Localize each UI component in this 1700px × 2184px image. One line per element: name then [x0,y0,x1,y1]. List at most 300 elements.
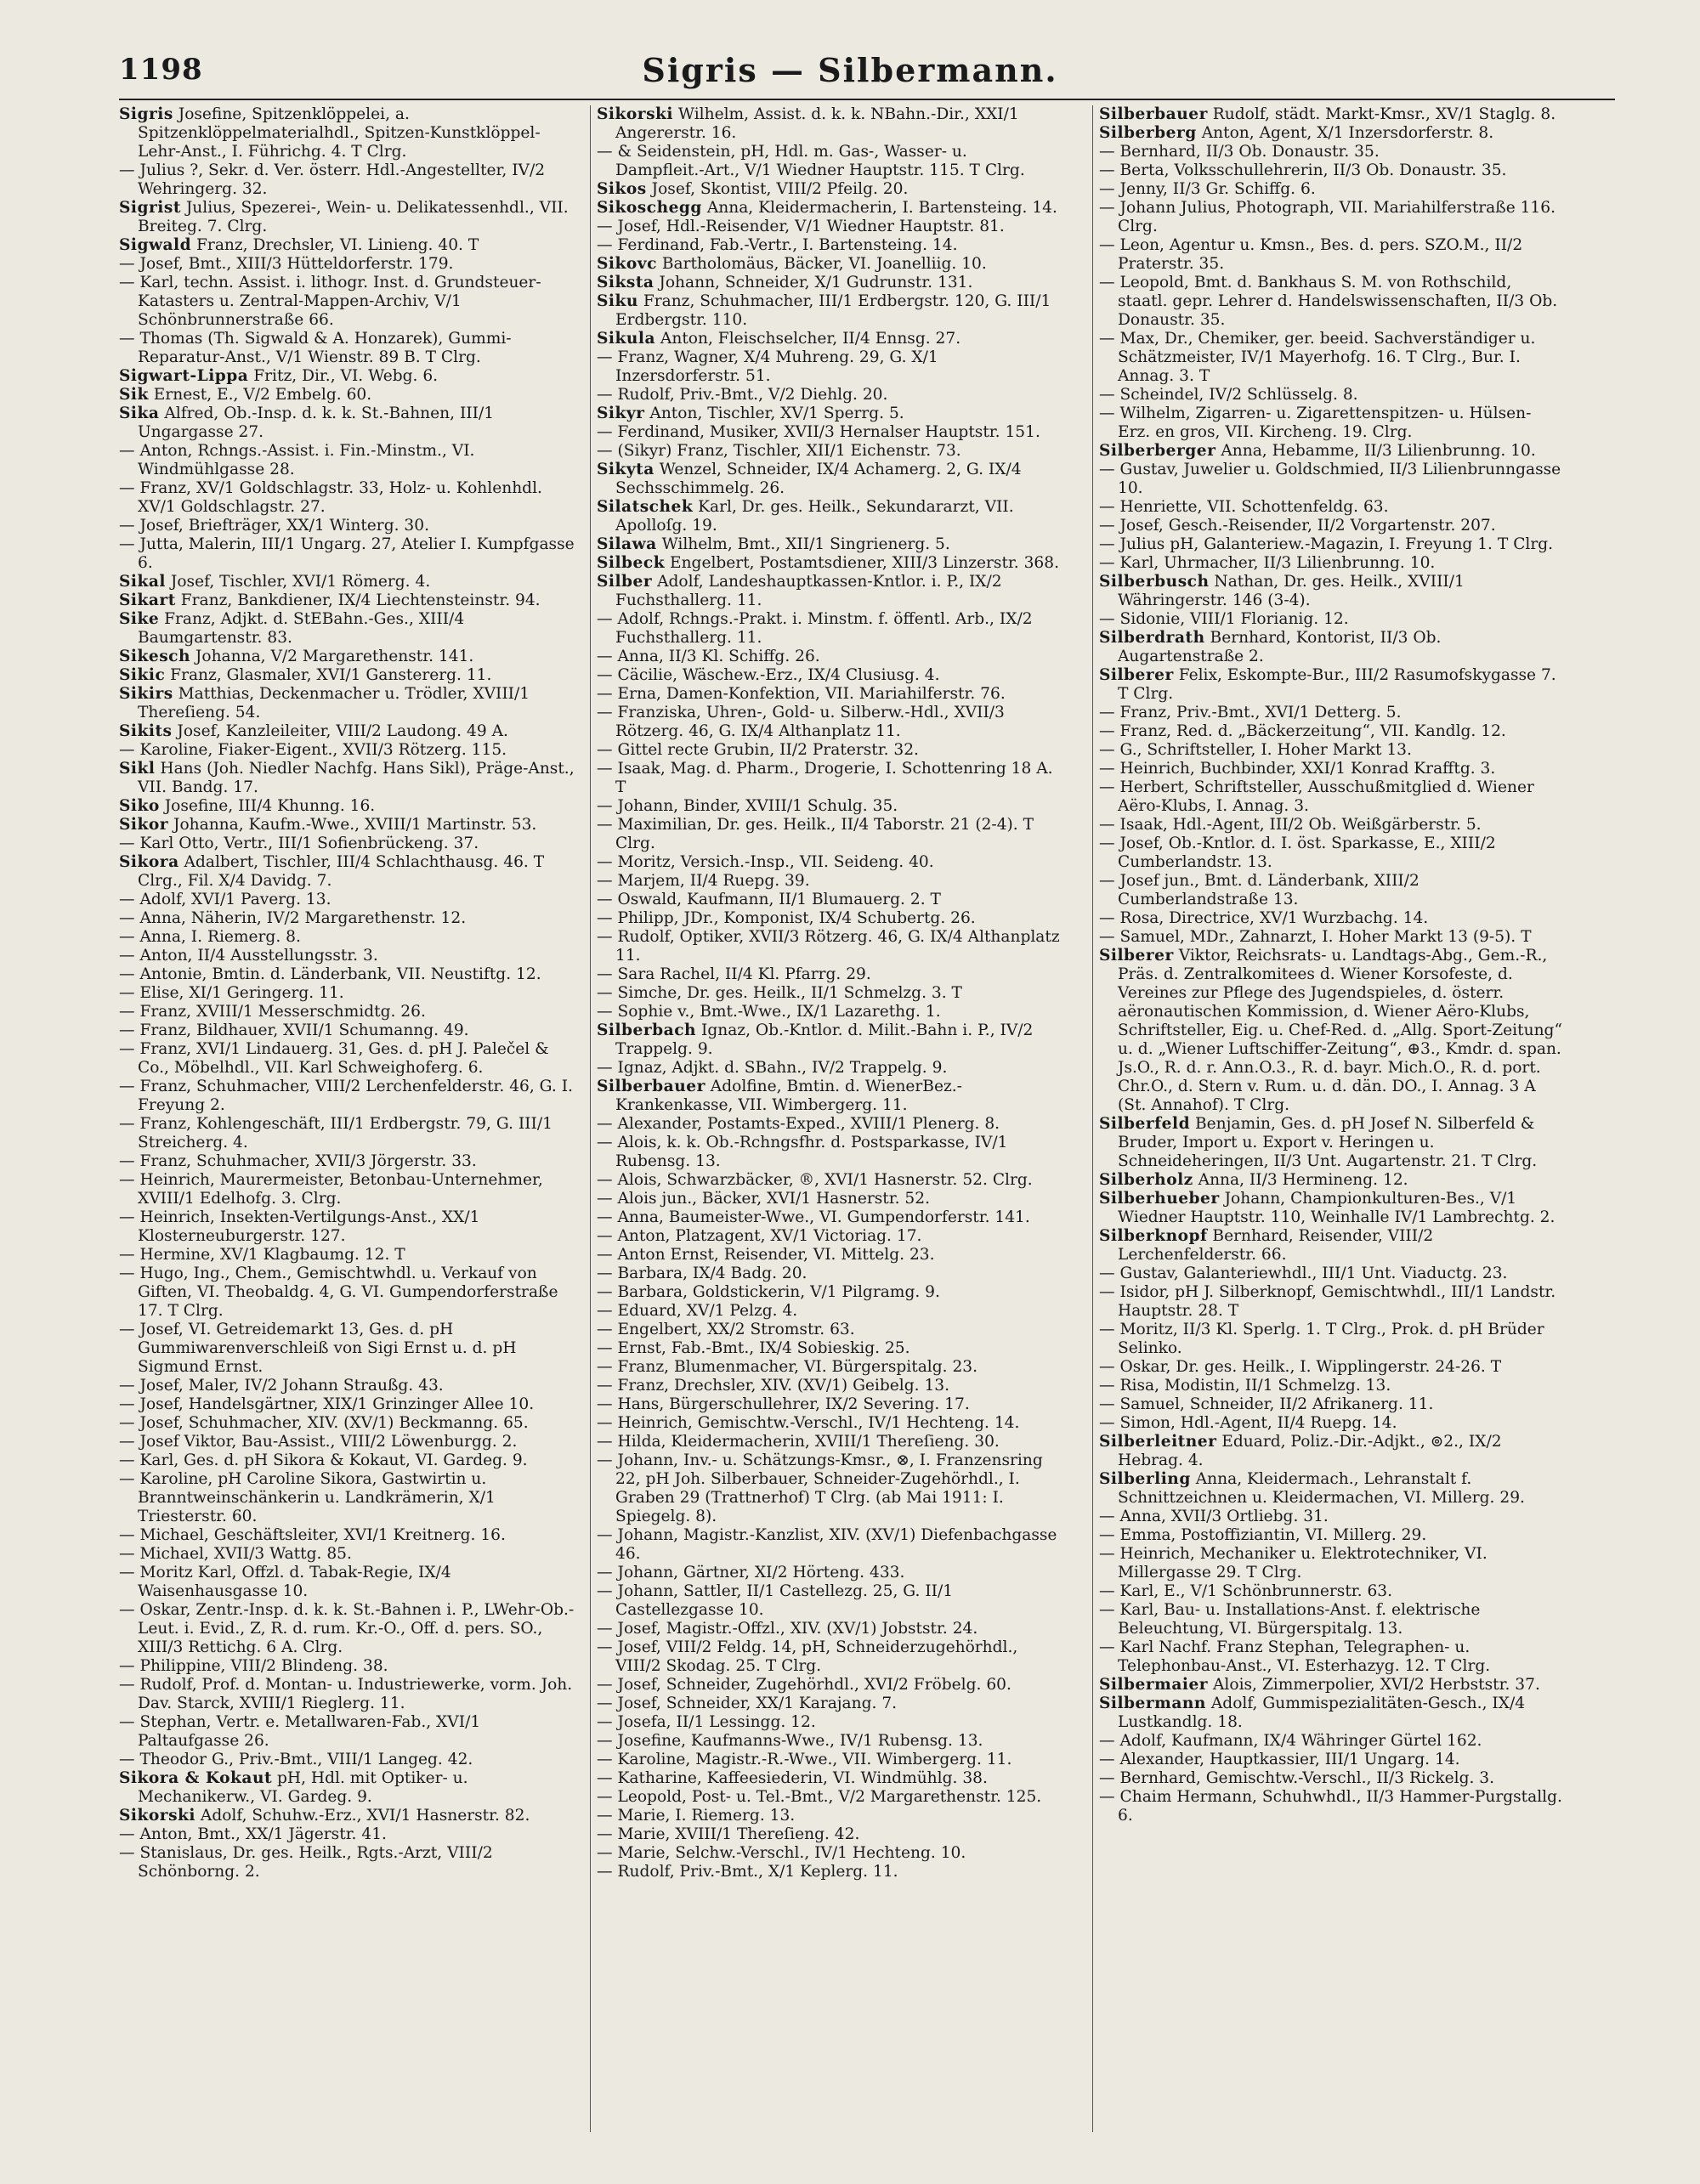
directory-entry [1099,760,1562,778]
entry-details: — Franz, XV/1 Goldschlagstr. 33, Holz- u. Kohlenhdl. XV/1 Goldschlagstr. 27. [119,479,542,516]
entry-details: Wilhelm, Assist. d. k. k. NBahn.-Dir., XXI/1 Angererstr. 16. [615,105,1019,142]
entry-details: Bernhard, Kontorist, II/3 Ob. Augartenstraße 2. [1118,629,1442,665]
directory-entry [1099,517,1562,535]
directory-entry [597,405,1060,423]
directory-entry [119,479,582,517]
entry-details: — Johann, Inv.- u. Schätzungs-Kmsr., ⊗, I. Franzensring 22, pH Joh. Silberbauer, Schneider-Zugehörhdl., I. Graben 29 (Trattnerhof) T Clrg. (ab Mai 1911: I. Spiegelg. 8). [597,1451,1043,1525]
entry-details: pH, Hdl. mit Optiker- u. Mechanikerw., VI. Gardeg. 9. [138,1769,468,1806]
entry-details: — Michael, XVII/3 Wattg. 85. [119,1545,352,1563]
entry-surname: Silberbach [597,1021,697,1039]
directory-entry [1099,928,1562,947]
directory-entry [597,1414,1060,1433]
directory-entry [597,891,1060,909]
entry-surname: Sigrist [119,199,181,217]
entry-details: — Johann, Sattler, II/1 Castellezg. 25, G. II/1 Castellezgasse 10. [597,1582,954,1619]
directory-entry [119,835,582,853]
directory-entry [597,741,1060,760]
directory-entry [1099,1377,1562,1395]
directory-entry [597,816,1060,853]
entry-details: Adolf, Schuhw.-Erz., XVI/1 Hasnerstr. 82. [196,1807,530,1825]
directory-entry [1099,947,1562,1115]
entry-details: — Karl Otto, Vertr., III/1 Sofienbrückeng. 37. [119,835,479,852]
entry-details: — Josef, Handelsgärtner, XIX/1 Grinzinger Allee 10. [119,1395,535,1413]
directory-entry [119,760,582,797]
entry-details: — Josef Viktor, Bau-Assist., VIII/2 Löwenburgg. 2. [119,1433,518,1451]
entry-details: — Hermine, XV/1 Klagbaumg. 12. T [119,1246,405,1264]
entry-details: — Gittel recte Grubin, II/2 Praterstr. 32. [597,741,919,759]
directory-entry [1099,161,1562,180]
entry-details: — Rosa, Directrice, XV/1 Wurzbachg. 14. [1099,909,1429,927]
directory-entry [597,461,1060,498]
directory-entry [597,610,1060,648]
entry-details: — Sidonie, VIII/1 Florianig. 12. [1099,610,1349,628]
entry-surname: Silawa [597,535,657,553]
directory-entry [1099,573,1562,610]
directory-entry [1099,1545,1562,1582]
entry-details: Alfred, Ob.-Insp. d. k. k. St.-Bahnen, III/1 Ungargasse 27. [138,405,495,441]
entry-details: — Johann Julius, Photograph, VII. Mariahilferstraße 116. Clrg. [1099,199,1556,235]
entry-surname: Silberberg [1099,124,1197,142]
directory-entry [1099,1283,1562,1321]
directory-entry [119,610,582,648]
directory-entry [1099,872,1562,909]
entry-details: — Sara Rachel, II/4 Kl. Pfarrg. 29. [597,965,871,983]
entry-details: — Franz, Kohlengeschäft, III/1 Erdbergstr. 79, G. III/1 Streicherg. 4. [119,1115,552,1151]
entry-details: Johanna, V/2 Margarethenstr. 141. [190,648,474,665]
directory-entry [1099,442,1562,461]
directory-entry [1099,1227,1562,1265]
entry-details: — Alois jun., Bäcker, XVI/1 Hasnerstr. 52. [597,1190,930,1208]
directory-entry [597,535,1060,554]
entry-details: — Karoline, Fiaker-Eigent., XVII/3 Rötzerg. 115. [119,741,507,759]
entry-details: — Philippine, VIII/2 Blindeng. 38. [119,1657,388,1675]
directory-entry [119,947,582,965]
entry-surname: Silberdrath [1099,629,1205,647]
entry-surname: Sikits [119,722,173,740]
entry-details: — Josef, Gesch.-Reisender, II/2 Vorgartenstr. 207. [1099,517,1496,535]
directory-entry [1099,1695,1562,1732]
directory-entry [119,1825,582,1844]
entry-details: — Moritz, Versich.-Insp., VII. Seideng. 40. [597,853,934,871]
directory-entry [1099,1769,1562,1788]
entry-surname: Silatschek [597,498,694,516]
entry-details: — Josef, VI. Getreidemarkt 13, Ges. d. pH Gummiwarenverschleiß von Sigi Ernst u. d. pH Sigmund Ernst. [119,1321,517,1376]
directory-entry [119,1751,582,1769]
directory-entry [597,1863,1060,1881]
entry-details: — Alexander, Hauptkassier, III/1 Ungarg. 14. [1099,1751,1460,1768]
entry-details: — Scheindel, IV/2 Schlüsselg. 8. [1099,386,1358,404]
entry-details: Hans (Joh. Niedler Nachfg. Hans Sikl), Präge-Anst., VII. Bandg. 17. [138,760,575,796]
column-3 [1099,105,1562,1825]
entry-details: Franz, Bankdiener, IX/4 Liechtensteinstr. 94. [175,591,541,609]
entry-details: Franz, Schuhmacher, III/1 Erdbergstr. 120, G. III/1 Erdbergstr. 110. [615,292,1051,329]
directory-entry [119,1021,582,1040]
entry-details: — Hilda, Kleidermacherin, XVIII/1 Thereſieng. 30. [597,1433,1000,1451]
entry-details: — Chaim Hermann, Schuhwhdl., II/3 Hammer-Purgstallg. 6. [1099,1788,1562,1825]
directory-entry [597,1003,1060,1021]
entry-details: — Marjem, II/4 Ruepg. 39. [597,872,810,890]
directory-entry [1099,461,1562,498]
directory-entry [119,1265,582,1321]
entry-details: — Isidor, pH J. Silberknopf, Gemischtwhdl., III/1 Landstr. Hauptstr. 28. T [1099,1283,1556,1320]
directory-entry [119,274,582,330]
directory-entry [1099,1358,1562,1377]
entry-details: — Franz, Priv.-Bmt., XVI/1 Detterg. 5. [1099,704,1402,721]
directory-entry [119,1321,582,1377]
entry-surname: Silbeck [597,554,666,572]
entry-surname: Siku [597,292,638,310]
directory-entry [119,741,582,760]
entry-surname: Sikart [119,591,176,609]
entry-details: — Josef, Ob.-Kntlor. d. I. öst. Sparkasse, E., XIII/2 Cumberlandstr. 13. [1099,835,1496,871]
entry-details: Bartholomäus, Bäcker, VI. Joanelliig. 10. [656,255,987,273]
entry-surname: Sikesch [119,648,191,665]
entry-surname: Sikl [119,760,156,778]
entry-details: — Thomas (Th. Sigwald & A. Honzarek), Gummi-Reparatur-Anst., V/1 Wienstr. 89 B. T Clrg. [119,330,512,366]
entry-details: Anton, Agent, X/1 Inzersdorferstr. 8. [1196,124,1494,142]
directory-entry [597,1283,1060,1302]
entry-surname: Silberling [1099,1470,1191,1488]
directory-entry [119,591,582,610]
entry-details: — Josef, Hdl.-Reisender, V/1 Wiedner Hauptstr. 81. [597,218,1005,235]
entry-details: — Leopold, Post- u. Tel.-Bmt., V/2 Margarethenstr. 125. [597,1788,1042,1806]
entry-surname: Silberleitner [1099,1433,1217,1451]
entry-details: — Johann, Magistr.-Kanzlist, XIV. (XV/1) Diefenbachgasse 46. [597,1526,1057,1563]
directory-entry [597,292,1060,330]
entry-details: Adolf, Landeshauptkassen-Kntlor. i. P., IX/2 Fuchsthallerg. 11. [615,573,1002,609]
entry-details: — Wilhelm, Zigarren- u. Zigarettenspitzen- u. Hülsen-Erz. en gros, VII. Kircheng. 19. Clrg. [1099,405,1532,441]
entry-details: Ignaz, Ob.-Kntlor. d. Milit.-Bahn i. P., IV/2 Trappelg. 9. [615,1021,1034,1058]
entry-details: Bernhard, Reisender, VIII/2 Lerchenfelderstr. 66. [1118,1227,1434,1264]
entry-details: — Josef jun., Bmt. d. Länderbank, XIII/2 Cumberlandstraße 13. [1099,872,1420,908]
entry-details: — Cäcilie, Wäschew.-Erz., IX/4 Clusiusg. 4. [597,666,940,684]
entry-details: — Ferdinand, Fab.-Vertr., I. Bartensteing. 14. [597,236,958,254]
directory-entry [1099,1190,1562,1227]
directory-entry [1099,835,1562,872]
directory-entry [597,1751,1060,1769]
entry-details: — Stanislaus, Dr. ges. Heilk., Rgts.-Arzt, VIII/2 Schönborng. 2. [119,1844,493,1881]
entry-details: Adolf, Gummispezialitäten-Gesch., IX/4 Lustkandlg. 18. [1118,1695,1526,1731]
entry-details: — Rudolf, Prof. d. Montan- u. Industriewerke, vorm. Joh. Dav. Starck, XVIII/1 Rieglerg. 11. [119,1676,573,1712]
entry-surname: Sikora & Kokaut [119,1769,273,1787]
directory-entry [597,1171,1060,1190]
entry-details: Eduard, Poliz.-Dir.-Adjkt., ⊚2., IX/2 Hebrag. 4. [1118,1433,1502,1469]
directory-entry [119,442,582,479]
directory-entry [119,1040,582,1078]
directory-entry [1099,180,1562,199]
entry-details: — Franz, Red. d. „Bäckerzeitung“, VII. Kandlg. 12. [1099,722,1506,740]
entry-details: — Marie, XVIII/1 Thereſieng. 42. [597,1825,860,1843]
directory-entry [597,423,1060,442]
entry-details: — Karl Nachf. Franz Stephan, Telegraphen- u. Telephonbau-Anst., VI. Esterhazyg. 12. T Clrg. [1099,1638,1491,1675]
entry-surname: Sikorski [119,1807,196,1825]
directory-entry [597,685,1060,704]
entry-surname: Sikorski [597,105,673,123]
entry-details: — Isaak, Mag. d. Pharm., Drogerie, I. Schottenring 18 A. T [597,760,1053,796]
entry-details: — Josef, Schneider, Zugehörhdl., XVI/2 Fröbelg. 60. [597,1676,1012,1694]
directory-entry [597,1208,1060,1227]
directory-entry [597,648,1060,666]
directory-entry [119,984,582,1003]
entry-details: — Henriette, VII. Schottenfeldg. 63. [1099,498,1389,516]
entry-details: Rudolf, städt. Markt-Kmsr., XV/1 Staglg. 8. [1207,105,1556,123]
directory-entry [597,1825,1060,1844]
directory-entry [1099,1788,1562,1825]
entry-surname: Siko [119,797,160,815]
entry-details: — Karoline, pH Caroline Sikora, Gastwirtin u. Branntweinschänkerin u. Landkrämerin, X/1 Triesterstr. 60. [119,1470,496,1525]
entry-details: — Leopold, Bmt. d. Bankhaus S. M. von Rothschild, staatl. gepr. Lehrer d. Handelswissenschaften, II/3 Ob. Donaustr. 35. [1099,274,1558,329]
entry-details: — Josefa, II/1 Lessingg. 12. [597,1713,816,1731]
directory-entry [1099,778,1562,816]
entry-details: — Isaak, Hdl.-Agent, III/2 Ob. Weißgärberstr. 5. [1099,816,1482,834]
directory-entry [597,1732,1060,1751]
entry-details: — Ignaz, Adjkt. d. SBahn., IV/2 Trappelg. 9. [597,1059,948,1077]
entry-surname: Silberknopf [1099,1227,1208,1245]
entry-details: Anna, Hebamme, II/3 Lilienbrunng. 10. [1216,442,1536,460]
entry-surname: Sikoschegg [597,199,702,217]
entry-details: Anna, II/3 Hermineng. 12. [1193,1171,1408,1189]
entry-details: — Elise, XI/1 Geringerg. 11. [119,984,344,1002]
directory-entry [597,1769,1060,1788]
entry-details: — Simche, Dr. ges. Heilk., II/1 Schmelzg. 3. T [597,984,962,1002]
entry-details: — Josefine, Kaufmanns-Wwe., IV/1 Rubensg. 13. [597,1732,983,1750]
directory-entry [1099,1638,1562,1676]
entry-details: — Anna, Baumeister-Wwe., VI. Gumpendorferstr. 141. [597,1208,1030,1226]
entry-surname: Silbermaier [1099,1676,1209,1694]
directory-entry [119,1564,582,1601]
directory-entry [119,199,582,236]
entry-details: — Ernst, Fab.-Bmt., IX/4 Sobieskig. 25. [597,1339,910,1357]
directory-entry [597,442,1060,461]
entry-surname: Silbermann [1099,1695,1206,1712]
directory-entry [119,1713,582,1751]
entry-details: — Franz, Drechsler, XIV. (XV/1) Geibelg. 13. [597,1377,950,1395]
entry-details: — Gustav, Galanteriewhdl., III/1 Unt. Viaductg. 23. [1099,1265,1508,1282]
directory-entry [597,143,1060,180]
directory-entry [597,1339,1060,1358]
entry-details: — Franz, XVI/1 Lindauerg. 31, Ges. d. pH J. Palečel & Co., Möbelhdl., VII. Karl Schweighoferg. 6. [119,1040,549,1077]
directory-entry [597,255,1060,274]
entry-surname: Sigris [119,105,173,123]
directory-entry [119,1601,582,1657]
directory-entry [119,161,582,199]
directory-entry [119,891,582,909]
entry-details: — Eduard, XV/1 Pelzg. 4. [597,1302,798,1320]
page-number: 1198 [119,53,203,87]
directory-entry [597,1638,1060,1676]
entry-details: — Josef, VIII/2 Feldg. 14, pH, Schneiderzugehörhdl., VIII/2 Skodag. 25. T Clrg. [597,1638,1018,1675]
directory-entry [597,872,1060,891]
entry-details: — Alexander, Postamts-Exped., XVIII/1 Plenerg. 8. [597,1115,1000,1133]
directory-entry [597,965,1060,984]
entry-surname: Silberbusch [1099,573,1210,591]
directory-entry [1099,1470,1562,1508]
directory-entry [597,554,1060,573]
entry-details: Viktor, Reichsrats- u. Landtags-Abg., Gem.-R., Präs. d. Zentralkomitees d. Wiener Korsofeste, d. Vereines zur Pflege des Jugendspieles, d. österr. aëronautischen Kommission, d. Wiener Aëro-Klubs, Schriftsteller, Eig. u. Chef-Red. d. „Allg. Sport-Zeitung“ u. d. „Wiener Luftschiffer-Zeitung“, ⊕3., Kmdr. d. span. Js.O., R. d. r. Ann.O.3., R. d. bayr. Mich.O., R. d. port. Chr.O., d. Stern v. Rum. u. d. dän. DO., I. Annag. 3 A (St. Annahof). T Clrg. [1118,947,1562,1114]
directory-entry [1099,199,1562,236]
entry-details: Josef, Kanzleileiter, VIII/2 Laudong. 49 A. [172,722,508,740]
directory-entry [1099,704,1562,722]
directory-entry [1099,1601,1562,1638]
entry-details: Franz, Drechsler, VI. Linieng. 40. T [191,236,479,254]
directory-entry [597,1302,1060,1321]
entry-details: Adolfine, Bmtin. d. WienerBez.-Krankenkasse, VII. Wimbergerg. 11. [615,1078,962,1114]
entry-surname: Sikyr [597,405,645,422]
directory-entry [597,1321,1060,1339]
directory-entry [119,1208,582,1246]
entry-details: Josef, Tischler, XVI/1 Römerg. 4. [166,573,431,591]
entry-surname: Silberfeld [1099,1115,1191,1133]
directory-entry [1099,629,1562,666]
entry-details: — Franz, XVIII/1 Messerschmidtg. 26. [119,1003,426,1021]
directory-entry [597,1620,1060,1638]
entry-details: — Leon, Agentur u. Kmsn., Bes. d. pers. SZO.M., II/2 Praterstr. 35. [1099,236,1523,273]
entry-surname: Silberbauer [1099,105,1208,123]
entry-details: — Sophie v., Bmt.-Wwe., IX/1 Lazarethg. 1. [597,1003,941,1021]
header-rule [119,99,1615,100]
directory-entry [597,1134,1060,1171]
entry-details: — Oswald, Kaufmann, II/1 Blumauerg. 2. T [597,891,941,908]
entry-details: — Moritz Karl, Offzl. d. Tabak-Regie, IX/4 Waisenhausgasse 10. [119,1564,451,1600]
entry-surname: Sik [119,386,149,404]
entry-details: — Samuel, MDr., Zahnarzt, I. Hoher Markt 13 (9-5). T [1099,928,1532,946]
directory-entry [119,928,582,947]
entry-details: — Engelbert, XX/2 Stromstr. 63. [597,1321,855,1338]
entry-details: Wilhelm, Bmt., XII/1 Singrienerg. 5. [656,535,950,553]
entry-details: — Karl, E., V/1 Schönbrunnerstr. 63. [1099,1582,1393,1600]
entry-surname: Sikovc [597,255,657,273]
directory-entry [597,180,1060,199]
directory-entry [597,330,1060,348]
directory-entry [597,1807,1060,1825]
directory-entry [597,1451,1060,1526]
entry-details: — Rudolf, Priv.-Bmt., X/1 Keplerg. 11. [597,1863,898,1881]
entry-details: — Marie, Selchw.-Verschl., IV/1 Hechteng. 10. [597,1844,966,1862]
directory-entry [597,1695,1060,1713]
directory-entry [597,1676,1060,1695]
entry-details: — Gustav, Juwelier u. Goldschmied, II/3 Lilienbrunngasse 10. [1099,461,1561,497]
entry-details: Josef, Skontist, VIII/2 Pfeilg. 20. [646,180,909,198]
entry-details: — Franz, Bildhauer, XVII/1 Schumanng. 49. [119,1021,469,1039]
directory-entry [597,1246,1060,1265]
directory-entry [597,1190,1060,1208]
directory-entry [119,1246,582,1265]
entry-details: — G., Schriftsteller, I. Hoher Markt 13. [1099,741,1412,759]
entry-details: — Adolf, XVI/1 Paverg. 13. [119,891,332,908]
entry-details: — Franz, Schuhmacher, XVII/3 Jörgerstr. 33. [119,1152,477,1170]
entry-details: — Erna, Damen-Konfektion, VII. Mariahilferstr. 76. [597,685,1006,703]
entry-details: — Karl, techn. Assist. i. lithogr. Inst. d. Grundsteuer-Katasters u. Zentral-Mappen-Archiv, V/1 Schönbrunnerstraße 66. [119,274,541,329]
directory-entry [1099,1115,1562,1171]
directory-entry [119,1526,582,1545]
entry-details: Adalbert, Tischler, III/4 Schlachthausg. 46. T Clrg., Fil. X/4 Davidg. 7. [138,853,545,890]
directory-entry [119,535,582,573]
entry-surname: Sikula [597,330,656,348]
directory-entry [119,517,582,535]
entry-details: Johann, Championkulturen-Bes., V/1 Wiedner Hauptstr. 110, Weinhalle IV/1 Lambrechtg. 2. [1118,1190,1556,1226]
entry-details: — Stephan, Vertr. e. Metallwaren-Fab., XVI/1 Paltaufgasse 26. [119,1713,481,1750]
directory-entry [1099,124,1562,143]
directory-entry [597,909,1060,928]
entry-details: Anna, Kleidermacherin, I. Bartensteing. 14. [701,199,1057,217]
directory-entry [597,1844,1060,1863]
entry-details: — Franz, Schuhmacher, VIII/2 Lerchenfelderstr. 46, G. I. Freyung 2. [119,1078,573,1114]
entry-details: Josefine, Spitzenklöppelei, a. Spitzenklöppelmaterialhdl., Spitzen-Kunstklöppel-Lehr-Anst., I. Führichg. 4. T Clrg. [138,105,541,161]
entry-details: — (Sikyr) Franz, Tischler, XII/1 Eichenstr. 73. [597,442,961,460]
directory-entry [119,1545,582,1564]
entry-details: Engelbert, Postamtsdiener, XIII/3 Linzerstr. 368. [665,554,1060,572]
directory-entry [119,685,582,722]
entry-details: — Josef, Magistr.-Offzl., XIV. (XV/1) Jobststr. 24. [597,1620,978,1638]
directory-entry [119,330,582,367]
directory-entry [597,1059,1060,1078]
entry-details: — Johann, Binder, XVIII/1 Schulg. 35. [597,797,898,815]
entry-details: Johanna, Kaufm.-Wwe., XVIII/1 Martinstr. 53. [168,816,537,834]
column-2 [597,105,1060,1881]
column-1 [119,105,582,1881]
directory-entry [1099,554,1562,573]
directory-entry [119,816,582,835]
entry-details: — Max, Dr., Chemiker, ger. beeid. Sachverständiger u. Schätzmeister, IV/1 Mayerhofg. 16. T Clrg., Bur. I. Annag. 3. T [1099,330,1536,385]
entry-details: — Emma, Postoffiziantin, VI. Millerg. 29. [1099,1526,1427,1544]
directory-entry [1099,1732,1562,1751]
directory-entry [597,199,1060,218]
directory-entry [1099,1321,1562,1358]
directory-entry [119,573,582,591]
entry-details: Johann, Schneider, X/1 Gudrunstr. 131. [654,274,973,291]
entry-details: — & Seidenstein, pH, Hdl. m. Gas-, Wasser- u. Dampfleit.-Art., V/1 Wiedner Hauptstr. 115. T Clrg. [597,143,1025,179]
directory-entry [597,1358,1060,1377]
entry-surname: Sikos [597,180,647,198]
directory-entry [597,1582,1060,1620]
directory-entry [119,255,582,274]
entry-details: — Heinrich, Gemischtw.-Verschl., IV/1 Hechteng. 14. [597,1414,1020,1432]
entry-details: — Franziska, Uhren-, Gold- u. Silberw.-Hdl., XVII/3 Rötzerg. 46, G. IX/4 Althanplatz 11. [597,704,1005,740]
directory-entry [597,1021,1060,1059]
directory-entry [119,1657,582,1676]
directory-entry [597,928,1060,965]
entry-details: — Marie, I. Riemerg. 13. [597,1807,796,1825]
entry-surname: Sikor [119,816,169,834]
directory-entry [119,1003,582,1021]
directory-entry [119,1433,582,1451]
directory-entry [597,984,1060,1003]
directory-entry [119,1377,582,1395]
directory-entry [119,1115,582,1152]
entry-details: — Katharine, Kaffeesiederin, VI. Windmühlg. 38. [597,1769,988,1787]
directory-entry [597,105,1060,143]
directory-entry [597,1526,1060,1564]
entry-details: — Moritz, II/3 Kl. Sperlg. 1. T Clrg., Prok. d. pH Brüder Selinko. [1099,1321,1544,1357]
entry-details: — Heinrich, Insekten-Vertilgungs-Anst., XX/1 Klosterneuburgerstr. 127. [119,1208,480,1245]
directory-entry [597,386,1060,405]
directory-entry [597,236,1060,255]
directory-entry [119,1451,582,1470]
directory-entry [1099,666,1562,704]
entry-surname: Sikyta [597,461,654,478]
directory-entry [119,1676,582,1713]
directory-entry [119,367,582,386]
directory-entry [119,1152,582,1171]
entry-details: — Oskar, Zentr.-Insp. d. k. k. St.-Bahnen i. P., LWehr-Ob.-Leut. i. Evid., Z, R. d. rum. Kr.-O., Off. d. pers. SO., XIII/3 Rettichg. 6 A. Clrg. [119,1601,575,1656]
entry-details: — Heinrich, Buchbinder, XXI/1 Konrad Krafftg. 3. [1099,760,1496,778]
directory-entry [597,348,1060,386]
directory-entry [597,573,1060,610]
directory-entry [597,1788,1060,1807]
directory-entry [597,1078,1060,1115]
entry-surname: Silberholz [1099,1171,1193,1189]
entry-details: — Anton, Bmt., XX/1 Jägerstr. 41. [119,1825,387,1843]
